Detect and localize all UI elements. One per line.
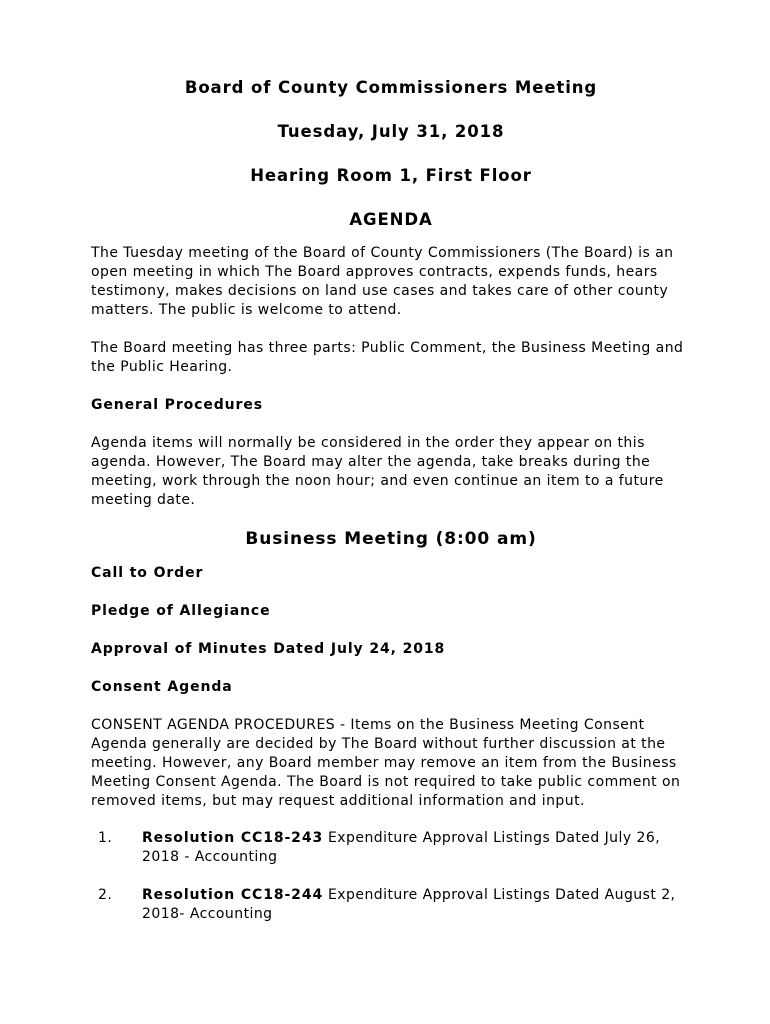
list-item <box>91 886 691 924</box>
consent-agenda-procedures: CONSENT AGENDA PROCEDURES - Items on the Business Meeting Consent Agenda generally are decided by The Board without further discussion at the meeting. However, any Board member may remove an item from the Business Meeting Consent Agenda. The Board is not required to take public comment on removed items, but may request additional information and input. <box>91 717 681 809</box>
approval-of-minutes-heading: Approval of Minutes Dated July 24, 2018 <box>91 641 446 657</box>
meeting-location: Hearing Room 1, First Floor <box>250 166 532 185</box>
agenda-document <box>91 76 691 924</box>
item-number: 2. <box>98 887 113 903</box>
meeting-title: Board of County Commissioners Meeting <box>184 78 598 97</box>
general-procedures-heading: General Procedures <box>91 397 263 413</box>
item-number: 1. <box>98 830 113 846</box>
consent-agenda-list <box>91 829 691 924</box>
meeting-date: Tuesday, July 31, 2018 <box>277 122 505 141</box>
consent-agenda-heading: Consent Agenda <box>91 679 233 695</box>
agenda-label: AGENDA <box>349 210 433 229</box>
resolution-id: Resolution CC18-243 <box>142 830 324 846</box>
general-procedures-text: Agenda items will normally be considered in the order they appear on this agenda. However, The Board may alter the agenda, take breaks during the meeting, work through the noon hour; and even continue an item to a future meeting date. <box>91 435 664 508</box>
pledge-heading: Pledge of Allegiance <box>91 603 271 619</box>
list-item <box>91 829 691 867</box>
item-description: Expenditure Approval Listings Dated August 2, 2018- Accounting <box>142 887 676 922</box>
meeting-parts-paragraph: The Board meeting has three parts: Public Comment, the Business Meeting and the Public Hearing. <box>91 340 684 375</box>
item-description: Expenditure Approval Listings Dated July 26, 2018 - Accounting <box>142 830 661 865</box>
call-to-order-heading: Call to Order <box>91 565 204 581</box>
business-meeting-title: Business Meeting (8:00 am) <box>245 529 537 549</box>
intro-paragraph: The Tuesday meeting of the Board of County Commissioners (The Board) is an open meeting in which The Board approves contracts, expends funds, hears testimony, makes decisions on land use cases and takes care of other county matters. The public is welcome to attend. <box>91 245 674 318</box>
resolution-id: Resolution CC18-244 <box>142 887 324 903</box>
